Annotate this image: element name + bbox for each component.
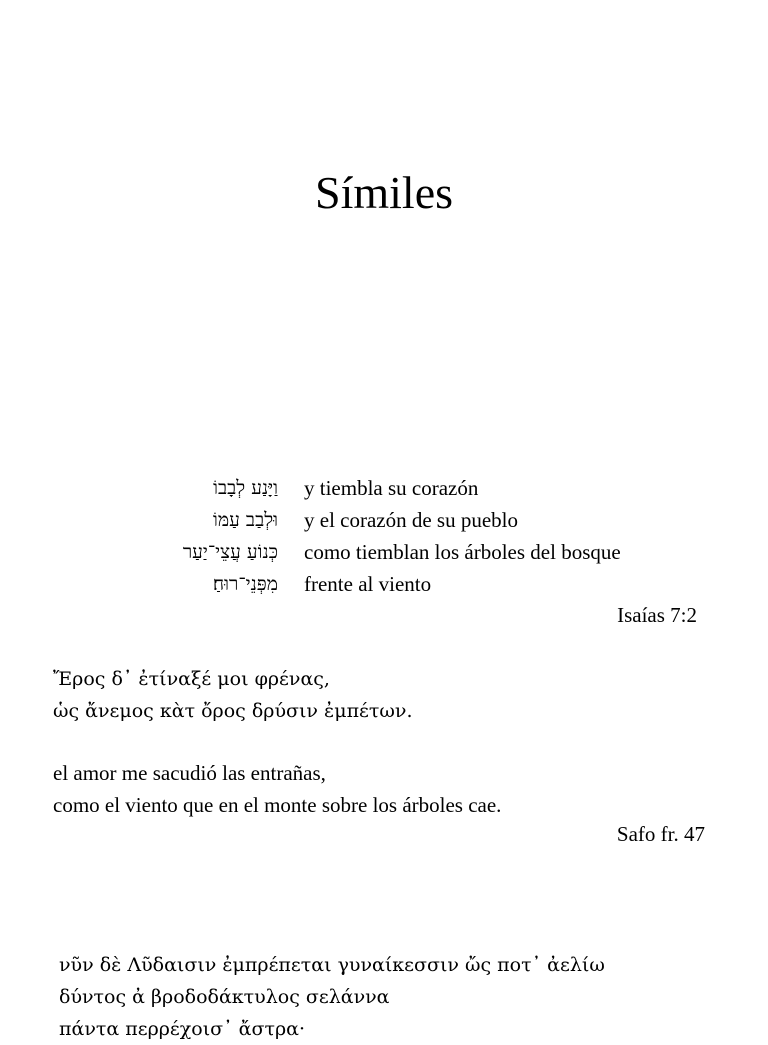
page-title: Símiles	[314, 167, 454, 218]
sappho-47-spanish	[53, 757, 501, 821]
isaiah-line	[0, 506, 768, 538]
spanish-translation-line: y el corazón de su pueblo	[304, 508, 519, 532]
spanish-translation-line: frente al viento	[304, 572, 432, 596]
greek-verse-line: πάντα περρέχοισ᾽ ἄστρα·	[59, 1018, 306, 1040]
spanish-translation-line: y tiembla su corazón	[304, 476, 479, 500]
isaiah-line	[0, 570, 768, 602]
sappho-47-greek	[53, 663, 413, 727]
greek-verse-line: νῦν δὲ Λῦδαισιν ἐμπρέπεται γυναίκεσσιν ὤς ποτ᾽ ἀελίω	[59, 954, 605, 976]
hebrew-verse-line: מִפְּנֵי־רוּחַ׃	[212, 573, 278, 595]
isaiah-citation: Isaías 7:2	[617, 603, 697, 627]
spanish-verse-line: el amor me sacudió las entrañas,	[53, 761, 326, 785]
spanish-verse-line: como el viento que en el monte sobre los árboles cae.	[53, 793, 502, 817]
sappho-96-greek	[59, 949, 605, 1045]
hebrew-verse-line: כְּנוֹעַ עֲצֵי־יַעַר	[182, 541, 278, 563]
sappho-47-citation: Safo fr. 47	[616, 822, 705, 846]
greek-verse-line: ὡς ἄνεμος κὰτ ὄρος δρύσιν ἐμπέτων.	[53, 700, 413, 722]
isaiah-line	[0, 474, 768, 506]
hebrew-verse-line: וַיָּנַע לְבָבוֹ	[213, 477, 278, 499]
isaiah-line	[0, 538, 768, 570]
hebrew-verse-line: וּלְבַב עַמּוֹ	[213, 509, 278, 531]
greek-verse-line: δύντος ἀ βροδοδάκτυλος σελάννα	[59, 986, 390, 1008]
spanish-translation-line: como tiemblan los árboles del bosque	[304, 540, 621, 564]
greek-verse-line: Ἔρος δ᾽ ἐτίναξέ μοι φρένας,	[53, 668, 330, 690]
